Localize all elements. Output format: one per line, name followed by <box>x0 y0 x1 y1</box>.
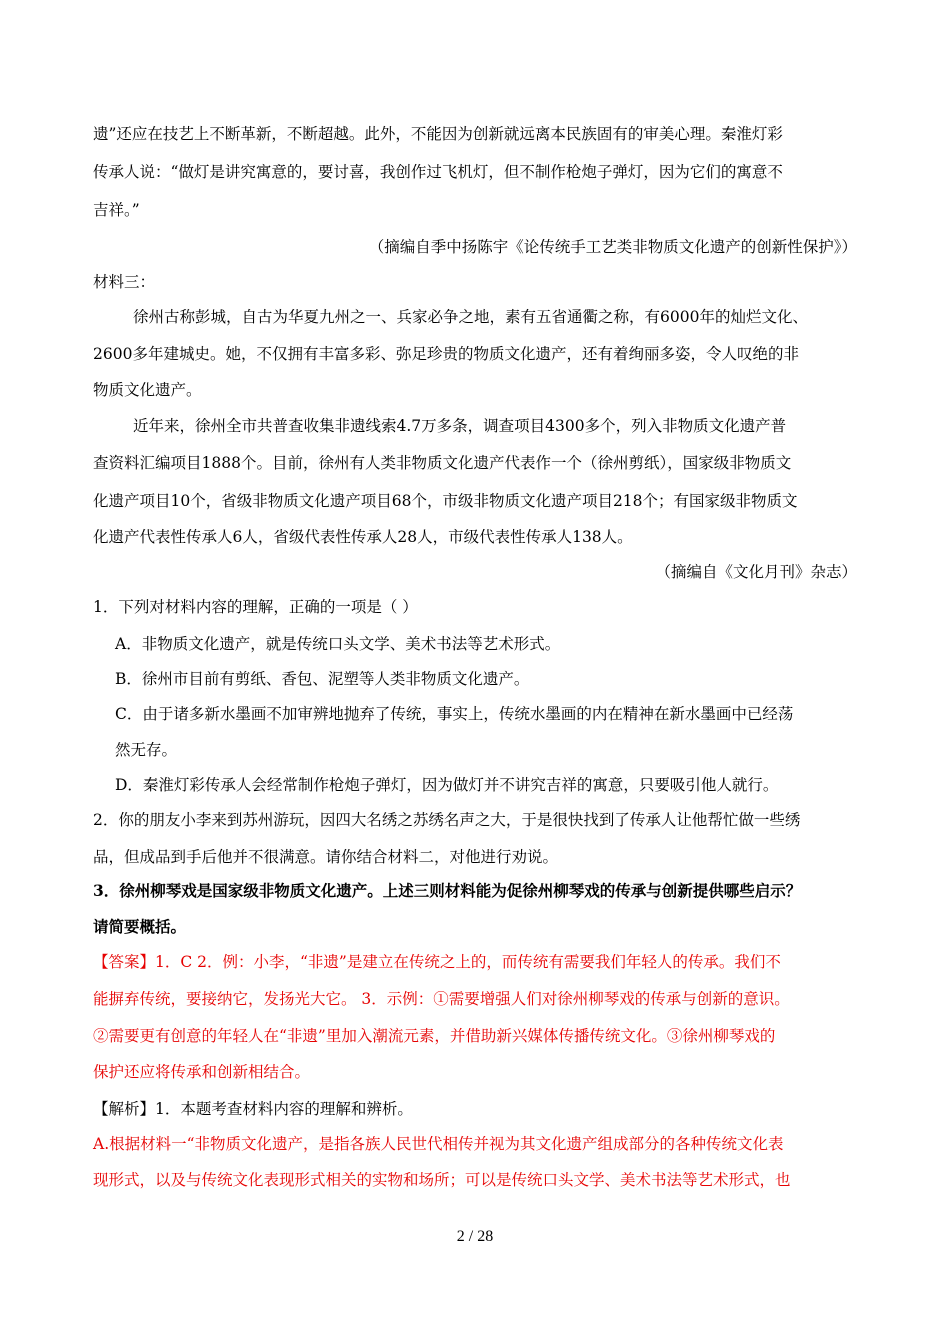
material3-p2-line-4: 化遗产代表性传承人6人，省级代表性传承人28人，市级代表性传承人138人。 <box>93 528 633 546</box>
question-1-option-c-line-2: 然无存。 <box>115 741 178 759</box>
question-3-line-2: 请简要概括。 <box>93 917 187 936</box>
answer-line-1: 【答案】1．C 2．例：小李，“非遗”是建立在传统之上的，而传统有需要我们年轻人的传承。我们不 <box>93 953 781 971</box>
analysis-label: 【解析】1．本题考查材料内容的理解和辨析。 <box>93 1100 413 1118</box>
source-material3: （摘编自《文化月刊》杂志） <box>655 563 857 581</box>
answer-line-2: 能摒弃传统，要接纳它，发扬光大它。 3．示例：①需要增强人们对徐州柳琴戏的传承与创新的意识。 <box>93 990 790 1008</box>
material2-line-2: 传承人说：“做灯是讲究寓意的，要讨喜，我创作过飞机灯，但不制作枪炮子弹灯，因为它们的寓意不 <box>93 163 783 181</box>
answer-line-3: ②需要更有创意的年轻人在“非遗”里加入潮流元素，并借助新兴媒体传播传统文化。③徐州柳琴戏的 <box>93 1027 776 1045</box>
question-1-option-a: A．非物质文化遗产，就是传统口头文学、美术书法等艺术形式。 <box>115 635 561 653</box>
analysis-line-1: A.根据材料一“非物质文化遗产，是指各族人民世代相传并视为其文化遗产组成部分的各种传统文化表 <box>93 1135 784 1153</box>
page-number: 2 / 28 <box>456 1228 494 1245</box>
analysis-line-2: 现形式，以及与传统文化表现形式相关的实物和场所；可以是传统口头文学、美术书法等艺术形式，也 <box>93 1171 791 1189</box>
question-2-line-1: 2．你的朋友小李来到苏州游玩，因四大名绣之苏绣名声之大，于是很快找到了传承人让他帮忙做一些绣 <box>93 811 801 829</box>
question-1-option-c-line-1: C．由于诸多新水墨画不加审辨地抛弃了传统，事实上，传统水墨画的内在精神在新水墨画中已经荡 <box>115 705 794 723</box>
question-1-option-b: B．徐州市目前有剪纸、香包、泥塑等人类非物质文化遗产。 <box>115 670 530 688</box>
material3-p1-line-1: 徐州古称彭城，自古为华夏九州之一、兵家必争之地，素有五省通衢之称，有6000年的灿烂文化、 <box>133 308 808 326</box>
material3-p1-line-3: 物质文化遗产。 <box>93 381 202 399</box>
answer-line-4: 保护还应将传承和创新相结合。 <box>93 1063 311 1081</box>
material3-p2-line-1: 近年来，徐州全市共普查收集非遗线索4.7万多条，调查项目4300多个，列入非物质文化遗产普 <box>133 417 787 435</box>
material3-p1-line-2: 2600多年建城史。她，不仅拥有丰富多彩、弥足珍贵的物质文化遗产，还有着绚丽多姿，令人叹绝的非 <box>93 345 799 363</box>
question-2-line-2: 品，但成品到手后他并不很满意。请你结合材料二，对他进行劝说。 <box>93 848 559 866</box>
material2-line-3: 吉祥。” <box>93 201 140 219</box>
question-3-line-1: 3．徐州柳琴戏是国家级非物质文化遗产。上述三则材料能为促徐州柳琴戏的传承与创新提供哪些启示？ <box>93 881 802 900</box>
material3-p2-line-3: 化遗产项目10个，省级非物质文化遗产项目68个，市级非物质文化遗产项目218个；有国家级非物质文 <box>93 492 798 510</box>
material2-line-1: 遗”还应在技艺上不断革新，不断超越。此外，不能因为创新就远离本民族固有的审美心理。秦淮灯彩 <box>93 125 783 143</box>
question-1-stem: 1．下列对材料内容的理解，正确的一项是（ ） <box>93 598 418 616</box>
question-1-option-d: D．秦淮灯彩传承人会经常制作枪炮子弹灯，因为做灯并不讲究吉祥的寓意，只要吸引他人就行。 <box>115 776 779 794</box>
material3-label: 材料三： <box>93 273 156 291</box>
material3-p2-line-2: 查资料汇编项目1888个。目前，徐州有人类非物质文化遗产代表作一个（徐州剪纸），国家级非物质文 <box>93 454 792 472</box>
source-material2: （摘编自季中扬陈宇《论传统手工艺类非物质文化遗产的创新性保护》） <box>368 238 857 256</box>
